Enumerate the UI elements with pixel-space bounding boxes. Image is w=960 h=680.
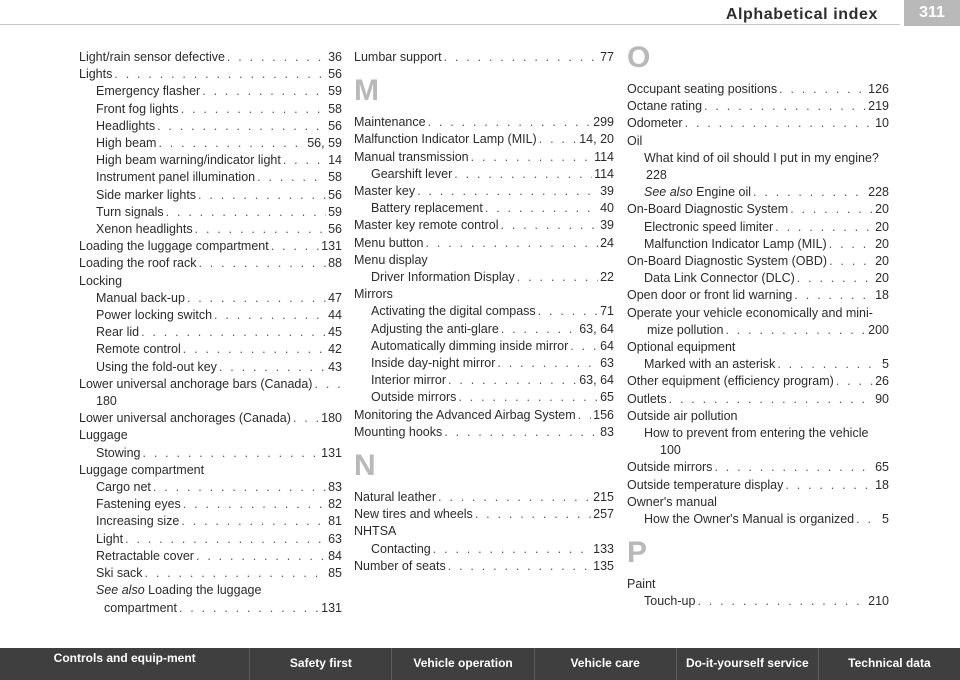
index-entry-continuation: mize pollution . . . 200	[627, 322, 889, 339]
index-subentry: Using the fold-out key . . . 43	[79, 359, 342, 376]
index-entry: Light/rain sensor defective . . . 36	[79, 49, 342, 66]
index-entry: Outside temperature display . . . 18	[627, 477, 889, 494]
index-entry: Loading the roof rack . . . 88	[79, 255, 342, 272]
index-entry: Operate your vehicle economically and mini-	[627, 305, 873, 320]
section-letter-o: O	[627, 41, 651, 74]
nav-tab-safety[interactable]: Safety first	[250, 648, 392, 680]
index-subentry: Battery replacement . . . 40	[354, 200, 614, 217]
index-subentry: Side marker lights . . . 56	[79, 187, 342, 204]
index-subentry: Front fog lights . . . 58	[79, 101, 342, 118]
index-entry: Lower universal anchorages (Canada) . . . 180	[79, 410, 342, 427]
index-entry: Monitoring the Advanced Airbag System . . . 156	[354, 407, 614, 424]
index-subentry: Headlights . . . 56	[79, 118, 342, 135]
index-subentry: Data Link Connector (DLC) . . . 20	[627, 270, 889, 287]
section-letter-n: N	[354, 449, 376, 483]
index-subentry: Manual back-up . . . 47	[79, 290, 342, 307]
index-subentry: Interior mirror . . . 63, 64	[354, 372, 614, 389]
nav-tab-controls[interactable]: Controls and equip-ment	[0, 648, 250, 680]
nav-tab-technical-data[interactable]: Technical data	[848, 656, 931, 670]
index-entry: Menu button . . . 24	[354, 235, 614, 252]
index-entry: Octane rating . . . 219	[627, 98, 889, 115]
index-entry: Mounting hooks . . . 83	[354, 424, 614, 441]
index-subentry: Light . . . 63	[79, 531, 342, 548]
index-entry: Lower universal anchorage bars (Canada) . . .	[79, 376, 342, 393]
see-also-label: See also	[644, 185, 693, 200]
index-entry: Outside air pollution	[627, 408, 738, 423]
index-subentry: Marked with an asterisk . . . 5	[627, 356, 889, 373]
index-column-2	[354, 49, 614, 575]
index-subentry: Automatically dimming inside mirror . . . 64	[354, 338, 614, 355]
index-entry: Paint	[627, 577, 656, 592]
page-title: Alphabetical index	[725, 6, 878, 23]
index-subentry: Remote control . . . 42	[79, 341, 342, 358]
index-subentry: Stowing . . . 131	[79, 445, 342, 462]
index-entry: On-Board Diagnostic System . . . 20	[627, 201, 889, 218]
index-entry: Owner's manual	[627, 494, 717, 509]
index-entry: Open door or front lid warning . . . 18	[627, 287, 889, 304]
index-entry: Optional equipment	[627, 340, 736, 355]
index-subentry: High beam . . . 56, 59	[79, 135, 342, 152]
index-subentry: Fastening eyes . . . 82	[79, 496, 342, 513]
index-entry: Lumbar support . . . 77	[354, 49, 614, 66]
index-entry: On-Board Diagnostic System (OBD) . . . 20	[627, 253, 889, 270]
index-subentry: What kind of oil should I put in my engine?	[644, 150, 879, 165]
index-column-1	[79, 49, 342, 617]
index-entry: Outside mirrors . . . 65	[627, 459, 889, 476]
index-subentry: Power locking switch . . . 44	[79, 307, 342, 324]
see-also-label: See also	[96, 583, 145, 598]
nav-tab-vehicle-operation[interactable]: Vehicle operation	[392, 648, 534, 680]
index-entry: Outlets . . . 90	[627, 391, 889, 408]
nav-tab-diy-service[interactable]: Do-it-yourself service	[677, 648, 819, 680]
index-subentry: Electronic speed limiter . . . 20	[627, 219, 889, 236]
index-subentry: Contacting . . . 133	[354, 541, 614, 558]
index-entry: Manual transmission . . . 114	[354, 149, 614, 166]
index-entry: Malfunction Indicator Lamp (MIL) . . . 14, 20	[354, 131, 614, 148]
index-entry: Loading the luggage compartment . . . 131	[79, 238, 342, 255]
page-number: 311	[919, 4, 945, 21]
index-subentry: Increasing size . . . 81	[79, 513, 342, 530]
index-entry: Luggage	[79, 428, 128, 443]
index-subentry: High beam warning/indicator light . . . 14	[79, 152, 342, 169]
index-subentry: Inside day-night mirror . . . 63	[354, 355, 614, 372]
index-subentry: Touch-up . . . 210	[627, 593, 889, 610]
header-rule	[0, 24, 900, 25]
index-subentry: Malfunction Indicator Lamp (MIL) . . . 20	[627, 236, 889, 253]
index-entry: Natural leather . . . 215	[354, 489, 614, 506]
index-subentry: Xenon headlights . . . 56	[79, 221, 342, 238]
index-entry: Other equipment (efficiency program) . . . 26	[627, 373, 889, 390]
section-letter-m: M	[354, 74, 379, 108]
section-nav-bar	[0, 648, 960, 680]
index-subentry: Emergency flasher . . . 59	[79, 83, 342, 100]
index-entry-continuation: compartment . . . 131	[79, 600, 342, 617]
index-column-3	[627, 41, 889, 611]
index-entry: Luggage compartment	[79, 462, 205, 477]
index-subentry: Adjusting the anti-glare . . . 63, 64	[354, 321, 614, 338]
index-entry: New tires and wheels . . . 257	[354, 506, 614, 523]
index-entry: Odometer . . . 10	[627, 115, 889, 132]
index-entry-continuation: 228	[646, 168, 667, 183]
index-entry: Occupant seating positions . . . 126	[627, 81, 889, 98]
index-subentry: Rear lid . . . 45	[79, 324, 342, 341]
page-number-tab	[904, 0, 960, 26]
index-entry-continuation: 180	[96, 394, 117, 409]
see-also-entry: See also Engine oil . . . 228	[627, 184, 889, 201]
index-subentry: Cargo net . . . 83	[79, 479, 342, 496]
index-entry: NHTSA	[354, 524, 397, 539]
index-entry: Menu display	[354, 252, 428, 267]
index-entry: Oil	[627, 133, 643, 148]
nav-tab-vehicle-care[interactable]: Vehicle care	[535, 648, 677, 680]
index-entry: Mirrors	[354, 287, 393, 302]
index-subentry: Retractable cover . . . 84	[79, 548, 342, 565]
index-subentry: How the Owner's Manual is organized . . . 5	[627, 511, 889, 528]
index-subentry: Instrument panel illumination . . . 58	[79, 169, 342, 186]
index-subentry: Activating the digital compass . . . 71	[354, 303, 614, 320]
index-entry: Master key remote control . . . 39	[354, 217, 614, 234]
index-entry-continuation: 100	[660, 443, 681, 458]
index-entry: Locking	[79, 273, 123, 288]
index-subentry: How to prevent from entering the vehicle	[644, 426, 869, 441]
index-subentry: Driver Information Display . . . 22	[354, 269, 614, 286]
see-also-entry: See also Loading the luggage	[96, 583, 262, 598]
index-subentry: Gearshift lever . . . 114	[354, 166, 614, 183]
index-subentry: Ski sack . . . 85	[79, 565, 342, 582]
index-entry: Maintenance . . . 299	[354, 114, 614, 131]
index-entry: Number of seats . . . 135	[354, 558, 614, 575]
index-entry: Lights . . . 56	[79, 66, 342, 83]
section-letter-p: P	[627, 536, 648, 570]
index-subentry: Outside mirrors . . . 65	[354, 389, 614, 406]
index-subentry: Turn signals . . . 59	[79, 204, 342, 221]
index-entry: Master key . . . 39	[354, 183, 614, 200]
